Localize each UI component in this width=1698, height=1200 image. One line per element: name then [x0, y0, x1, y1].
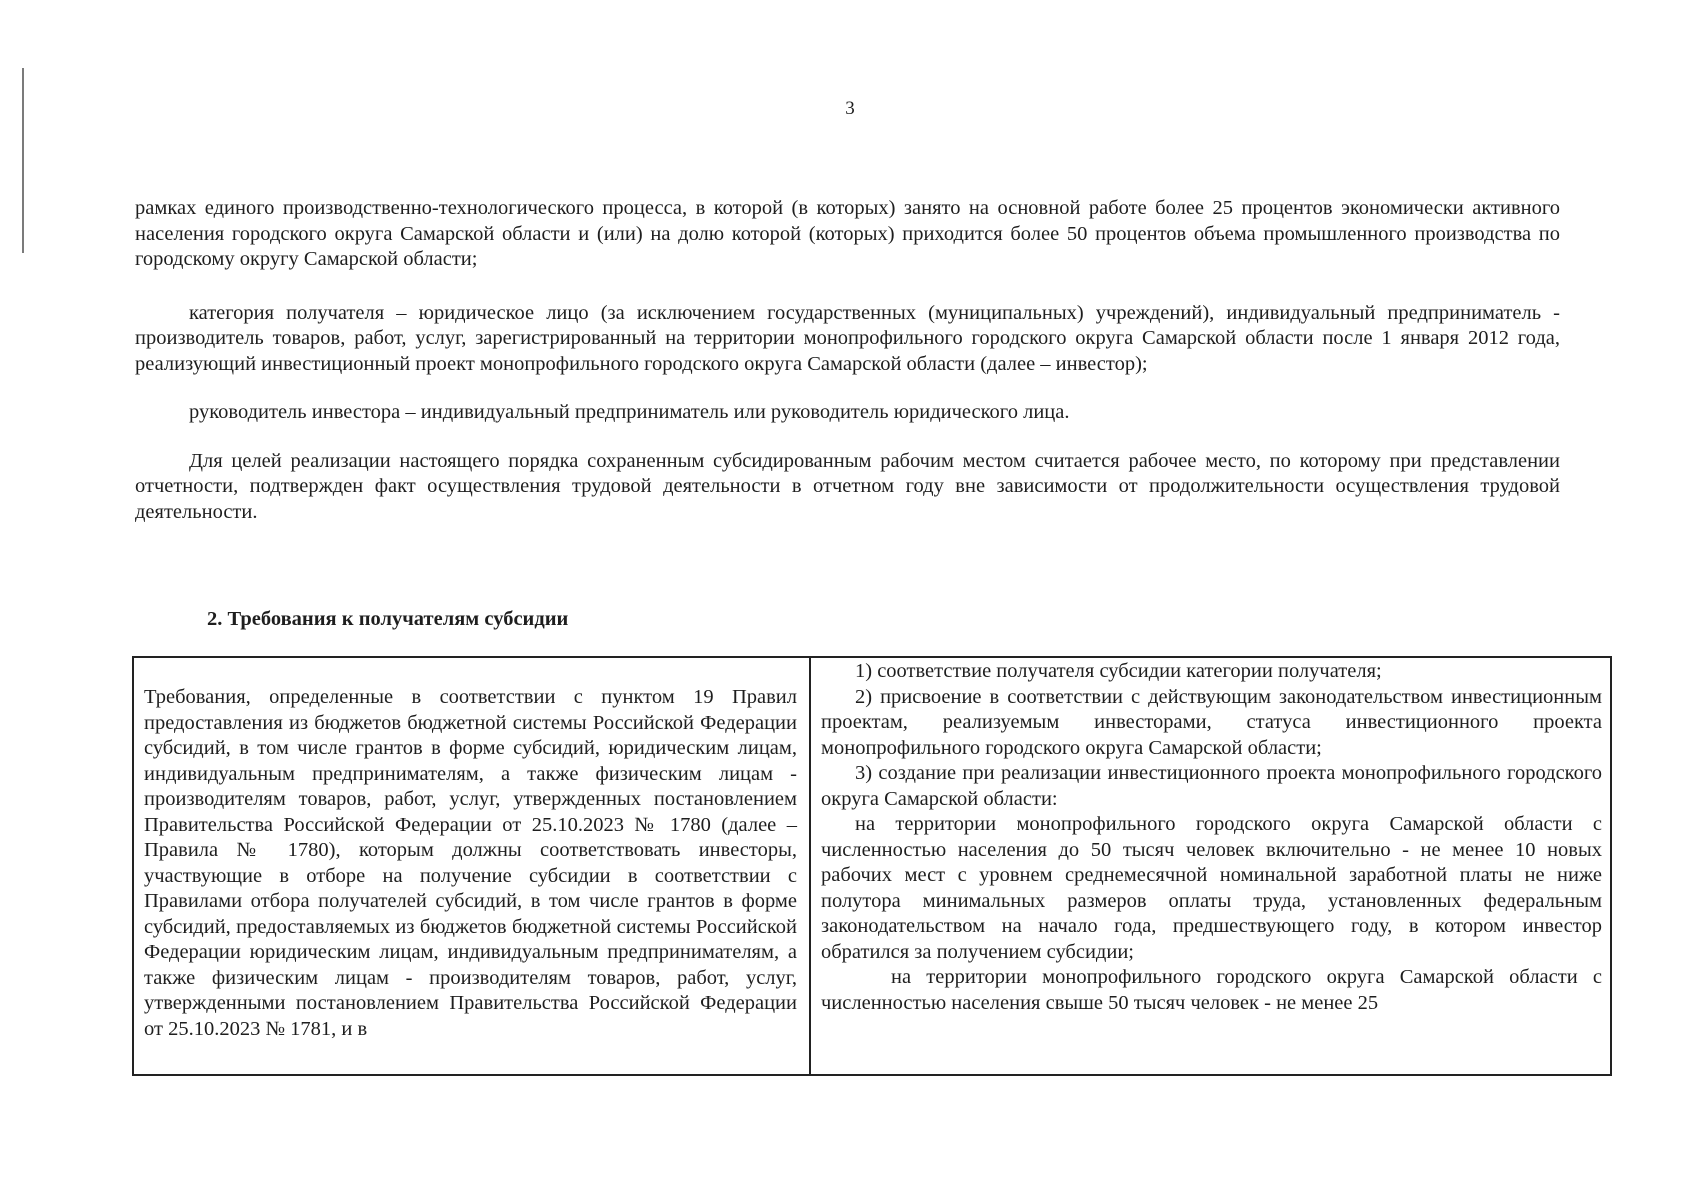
requirements-table	[132, 656, 1612, 1076]
section-title: 2. Требования к получателям субсидии	[207, 608, 569, 630]
requirement-item-2: 2) присвоение в соответствии с действующим законодательством инвестиционным проектам, реализуемым инвесторами, статуса инвестиционного проекта монопрофильного городского округа Самарской области;	[821, 685, 1602, 759]
scan-margin-line	[22, 68, 24, 253]
paragraph-investor-head: руководитель инвестора – индивидуальный предприниматель или руководитель юридического лица.	[189, 401, 1070, 423]
requirements-left-cell: Требования, определенные в соответствии с пунктом 19 Правил предоставления из бюджетов бюджетной системы Российской Федерации субсидий, в том числе грантов в форме субсидий, юридическим лицам, индивидуальным предпринимателям, а также физическим лицам - производителям товаров, работ, услуг, утвержденных постановлением Правительства Российской Федерации от 25.10.2023 № 1780 (далее – Правила № 1780), которым должны соответствовать инвесторы, участвующие в отборе на получение субсидии в соответствии с Правилами отбора получателей субсидий, в том числе грантов в форме субсидий, предоставляемых из бюджетов бюджетной системы Российской Федерации юридическим лицам, индивидуальным предпринимателям, а также физическим лицам - производителям товаров, работ, услуг, утвержденными постановлением Правительства Российской Федерации от 25.10.2023 № 1781, и в	[134, 658, 811, 1074]
requirement-item-3: 3) создание при реализации инвестиционного проекта монопрофильного городского округа Самарской области:	[821, 762, 1602, 810]
requirement-subitem-large-town: на территории монопрофильного городского округа Самарской области с численностью населения свыше 50 тысяч человек - не менее 25	[821, 966, 1602, 1014]
paragraph-continuation: рамках единого производственно-технологического процесса, в которой (в которых) занято на основной работе более 25 процентов экономически активного населения городского округа Самарской области и (или) на долю которой (которых) приходится более 50 процентов объема промышленного производства по городскому округу Самарской области;	[135, 197, 1560, 270]
requirements-right-cell	[811, 658, 1610, 1074]
paragraph-recipient-category: категория получателя – юридическое лицо (за исключением государственных (муниципальных) учреждений), индивидуальный предприниматель - производитель товаров, работ, услуг, зарегистрированный на территории монопрофильного городского округа Самарской области после 1 января 2012 года, реализующий инвестиционный проект монопрофильного городского округа Самарской области (далее – инвестор);	[135, 301, 1560, 375]
paragraph-saved-workplace: Для целей реализации настоящего порядка сохраненным субсидированным рабочим местом считается рабочее место, по которому при представлении отчетности, подтвержден факт осуществления трудовой деятельности в отчетном году вне зависимости от продолжительности осуществления трудовой деятельности.	[135, 449, 1560, 523]
requirement-subitem-small-town: на территории монопрофильного городского округа Самарской области с численностью населения до 50 тысяч человек включительно - не менее 10 новых рабочих мест с уровнем среднемесячной номинальной заработной платы не ниже полутора минимальных размеров оплаты труда, установленных федеральным законодательством на начало года, предшествующего году, в котором инвестор обратился за получением субсидии;	[821, 813, 1602, 963]
body-text	[135, 196, 1560, 525]
requirement-item-1: 1) соответствие получателя субсидии категории получателя;	[855, 660, 1382, 682]
page-number: 3	[845, 98, 855, 119]
